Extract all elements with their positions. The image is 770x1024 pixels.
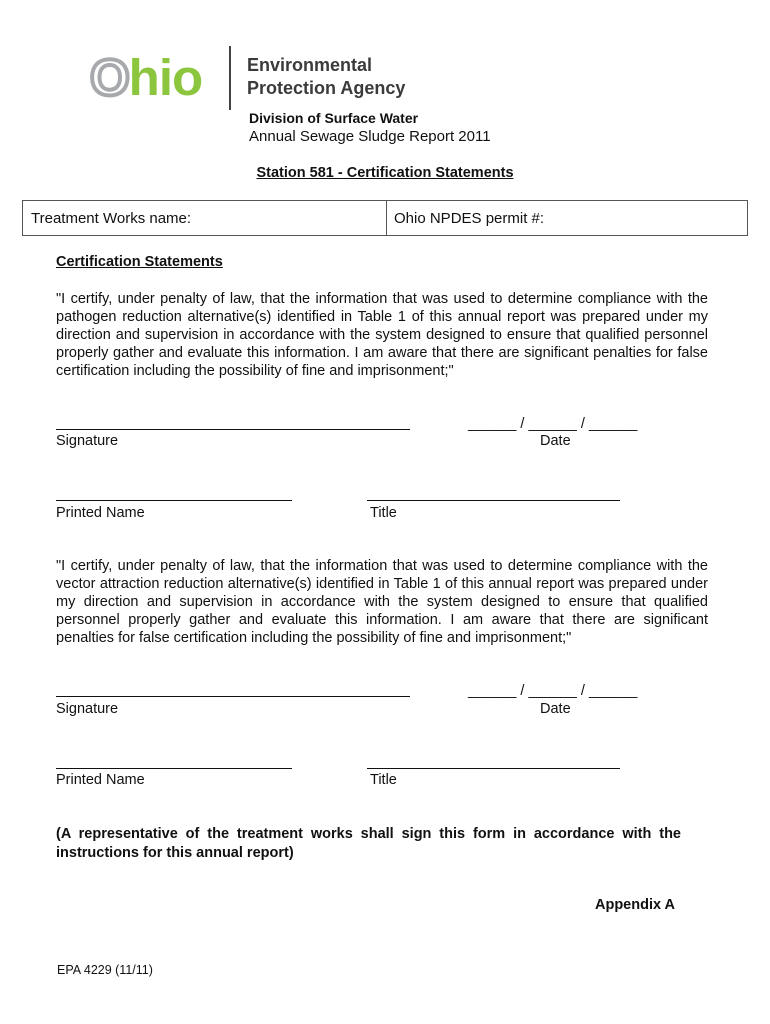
printed-name-line-2[interactable] [56,768,292,769]
printed-name-line-1[interactable] [56,500,292,501]
signature-label-2: Signature [56,701,119,717]
station-title: Station 581 - Certification Statements [256,165,514,181]
signature-label-1: Signature [56,433,119,449]
npdes-permit-field[interactable]: Ohio NPDES permit #: [386,201,747,235]
signature-line-2[interactable] [56,696,410,697]
certification-heading: Certification Statements [56,254,223,270]
signature-line-1[interactable] [56,429,410,430]
ohio-wordmark: Ohio [90,49,203,106]
title-line-1[interactable] [367,500,620,501]
date-blank-1[interactable]: ______ / ______ / ______ [468,416,638,432]
title-label-1: Title [370,505,397,521]
printed-name-label-2: Printed Name [56,772,145,788]
ohio-epa-logo [90,46,425,110]
logo-divider [229,46,231,110]
signature-instruction-note: (A representative of the treatment works shall sign this form in accordance with the instructions for this annual report) [56,826,681,861]
treatment-works-name-field[interactable]: Treatment Works name: [31,210,192,227]
report-title: Annual Sewage Sludge Report 2011 [249,128,491,145]
title-line-2[interactable] [367,768,620,769]
date-label-2: Date [540,701,571,717]
appendix-label: Appendix A [595,897,676,913]
date-blank-2[interactable]: ______ / ______ / ______ [468,683,638,699]
vector-attraction-certification-statement: "I certify, under penalty of law, that the information that was used to determine compliance with the vector attraction reduction alternative(s) identified in Table 1 of this annual report was prepared under my direction and supervision in accordance with the system designed to ensure that qualified personnel properly gather and evaluate this information. I am aware that there are significant penalties for false certification including the possibility of fine and imprisonment;" [56,558,708,646]
pathogen-certification-statement: "I certify, under penalty of law, that the information that was used to determine compliance with the pathogen reduction alternative(s) identified in Table 1 of this annual report was prepared under my direction and supervision in accordance with the system designed to ensure that qualified personnel properly gather and evaluate this information. I am aware that there are significant penalties for false certification including the possibility of fine and imprisonment;" [56,291,708,379]
division-name: Division of Surface Water [249,110,419,126]
agency-name: Environmental Protection Agency [247,55,406,98]
date-label-1: Date [540,433,571,449]
treatment-works-table [22,200,748,236]
form-number: EPA 4229 (11/11) [57,963,153,977]
printed-name-label-1: Printed Name [56,505,145,521]
title-label-2: Title [370,772,397,788]
